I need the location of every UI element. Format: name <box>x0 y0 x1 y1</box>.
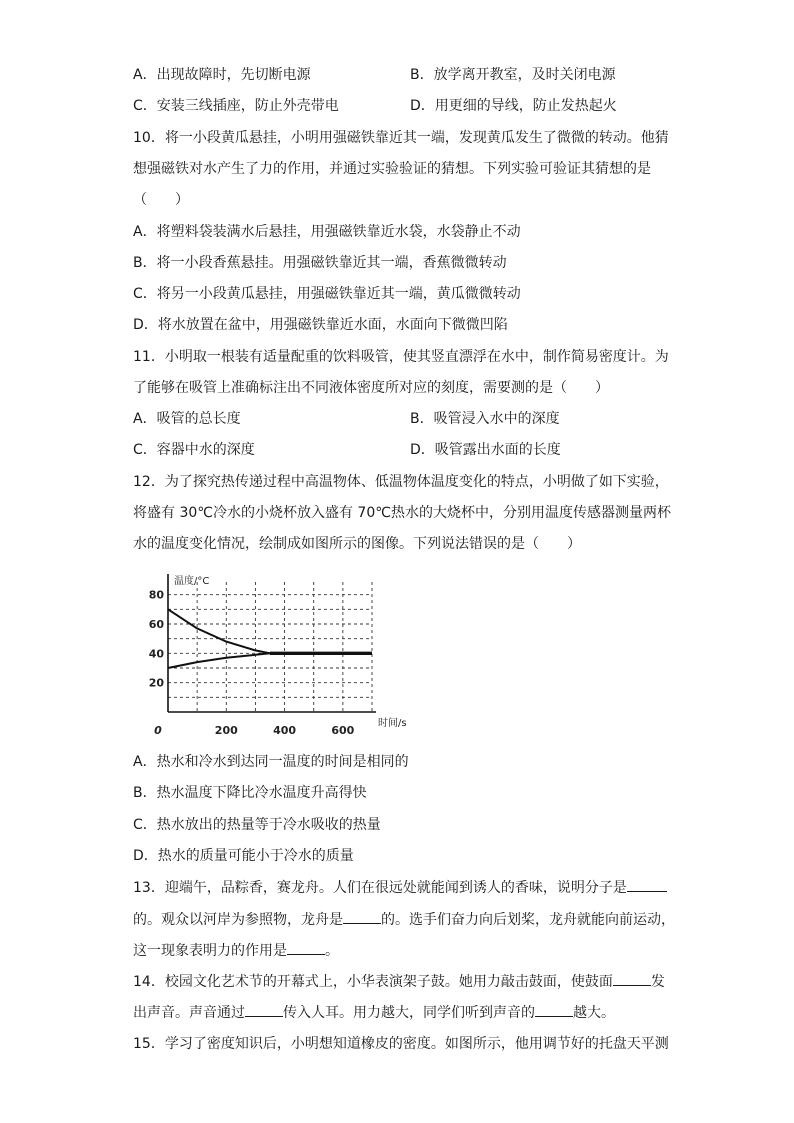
q13-text-3: 这一现象表明力的作用是 <box>133 943 287 959</box>
q13-text-3-end: 。 <box>325 943 339 959</box>
q9-option-a: A．出现故障时，先切断电源 <box>133 67 311 83</box>
q13-blank-2[interactable] <box>343 909 381 924</box>
q14-text-2b: 传入人耳。用力越大，同学们听到声音的 <box>283 1005 535 1021</box>
q12-option-a: A．热水和冷水到达同一温度的时间是相同的 <box>133 754 409 770</box>
q11-option-a: A．吸管的总长度 <box>133 411 241 427</box>
x-axis-label: 时间/s <box>378 718 407 729</box>
x-tick-label: 0 <box>154 724 162 737</box>
q10-option-d: D．将水放置在盆中，用强磁铁靠近水面，水面向下微微凹陷 <box>133 317 508 333</box>
q14-text-1a: 14．校园文化艺术节的开幕式上，小华表演架子鼓。她用力敲击鼓面，使鼓面 <box>133 974 613 990</box>
q9-option-d: D．用更细的导线，防止发热起火 <box>410 98 617 114</box>
q11-stem-line-2: 了能够在吸管上准确标注出不同液体密度所对应的刻度，需要测的是（ ） <box>133 380 609 396</box>
y-tick-label: 40 <box>148 647 164 661</box>
q14-text-2c: 越大。 <box>573 1005 615 1021</box>
q14-text-1b: 发 <box>650 974 665 990</box>
q13-blank-1[interactable] <box>627 877 667 892</box>
q13-text-2b: 的。选手们奋力向后划桨，龙舟就能向前运动， <box>381 912 675 928</box>
chart-svg <box>140 572 407 740</box>
q11-stem-line-1: 11．小明取一根装有适量配重的饮料吸管，使其竖直漂浮在水中，制作简易密度计。为 <box>133 349 669 365</box>
q11-option-d: D．吸管露出水面的长度 <box>410 442 561 458</box>
q13-line-2 <box>133 909 675 930</box>
q14-text-2a: 出声音。声音通过 <box>133 1005 245 1021</box>
q12-stem-line-2: 将盛有 30℃冷水的小烧杯放入盛有 70℃热水的大烧杯中，分别用温度传感器测量两杯 <box>133 505 671 521</box>
q14-line-2 <box>133 1002 615 1023</box>
q11-option-b: B．吸管浸入水中的深度 <box>410 411 560 427</box>
q15-line-1: 15．学习了密度知识后，小明想知道橡皮的密度。如图所示，他用调节好的托盘天平测 <box>133 1036 669 1052</box>
q13-line-1 <box>133 877 667 898</box>
q13-line-3 <box>133 940 339 961</box>
series-line-2 <box>168 653 372 668</box>
q14-blank-1[interactable] <box>613 971 651 986</box>
q10-option-b: B．将一小段香蕉悬挂。用强磁铁靠近其一端，香蕉微微转动 <box>133 255 507 271</box>
q12-stem-line-3: 水的温度变化情况，绘制成如图所示的图像。下列说法错误的是（ ） <box>133 536 581 552</box>
x-tick-label: 400 <box>273 724 297 737</box>
y-tick-label: 60 <box>148 618 164 631</box>
q12-option-c: C．热水放出的热量等于冷水吸收的热量 <box>133 817 381 833</box>
q10-option-a: A．将塑料袋装满水后悬挂，用强磁铁靠近水袋，水袋静止不动 <box>133 224 521 240</box>
y-tick-label: 20 <box>148 676 164 690</box>
q12-option-d: D．热水的质量可能小于冷水的质量 <box>133 848 354 864</box>
q13-text-2a: 的。观众以河岸为参照物，龙舟是 <box>133 912 343 928</box>
q11-option-c: C．容器中水的深度 <box>133 442 255 458</box>
q9-option-b: B．放学离开教室，及时关闭电源 <box>410 67 616 83</box>
series-line-1 <box>168 609 372 653</box>
q10-answer-bracket: （ ） <box>133 192 189 208</box>
q13-text-1: 13．迎端午，品粽香，赛龙舟。人们在很远处就能闻到诱人的香味，说明分子是 <box>133 880 627 896</box>
q9-option-c: C．安装三线插座，防止外壳带电 <box>133 98 339 114</box>
q13-blank-3[interactable] <box>287 940 325 955</box>
q12-stem-line-1: 12．为了探究热传递过程中高温物体、低温物体温度变化的特点，小明做了如下实验， <box>133 474 669 490</box>
x-tick-label: 200 <box>214 724 238 737</box>
q10-option-c: C．将另一小段黄瓜悬挂，用强磁铁靠近其一端，黄瓜微微转动 <box>133 286 521 302</box>
q10-stem-line-2: 想强磁铁对水产生了力的作用，并通过实验验证的猜想。下列实验可验证其猜想的是 <box>133 161 651 177</box>
q14-blank-3[interactable] <box>535 1002 573 1017</box>
q12-option-b: B．热水温度下降比冷水温度升高得快 <box>133 785 367 801</box>
x-tick-label: 600 <box>331 724 355 737</box>
y-axis-label: 温度/°C <box>174 576 210 587</box>
temperature-time-chart <box>140 572 407 740</box>
q14-line-1 <box>133 971 665 992</box>
q14-blank-2[interactable] <box>245 1002 283 1017</box>
y-tick-label: 80 <box>148 588 164 602</box>
q10-stem-line-1: 10．将一小段黄瓜悬挂，小明用强磁铁靠近其一端，发现黄瓜发生了微微的转动。他猜 <box>133 130 669 146</box>
